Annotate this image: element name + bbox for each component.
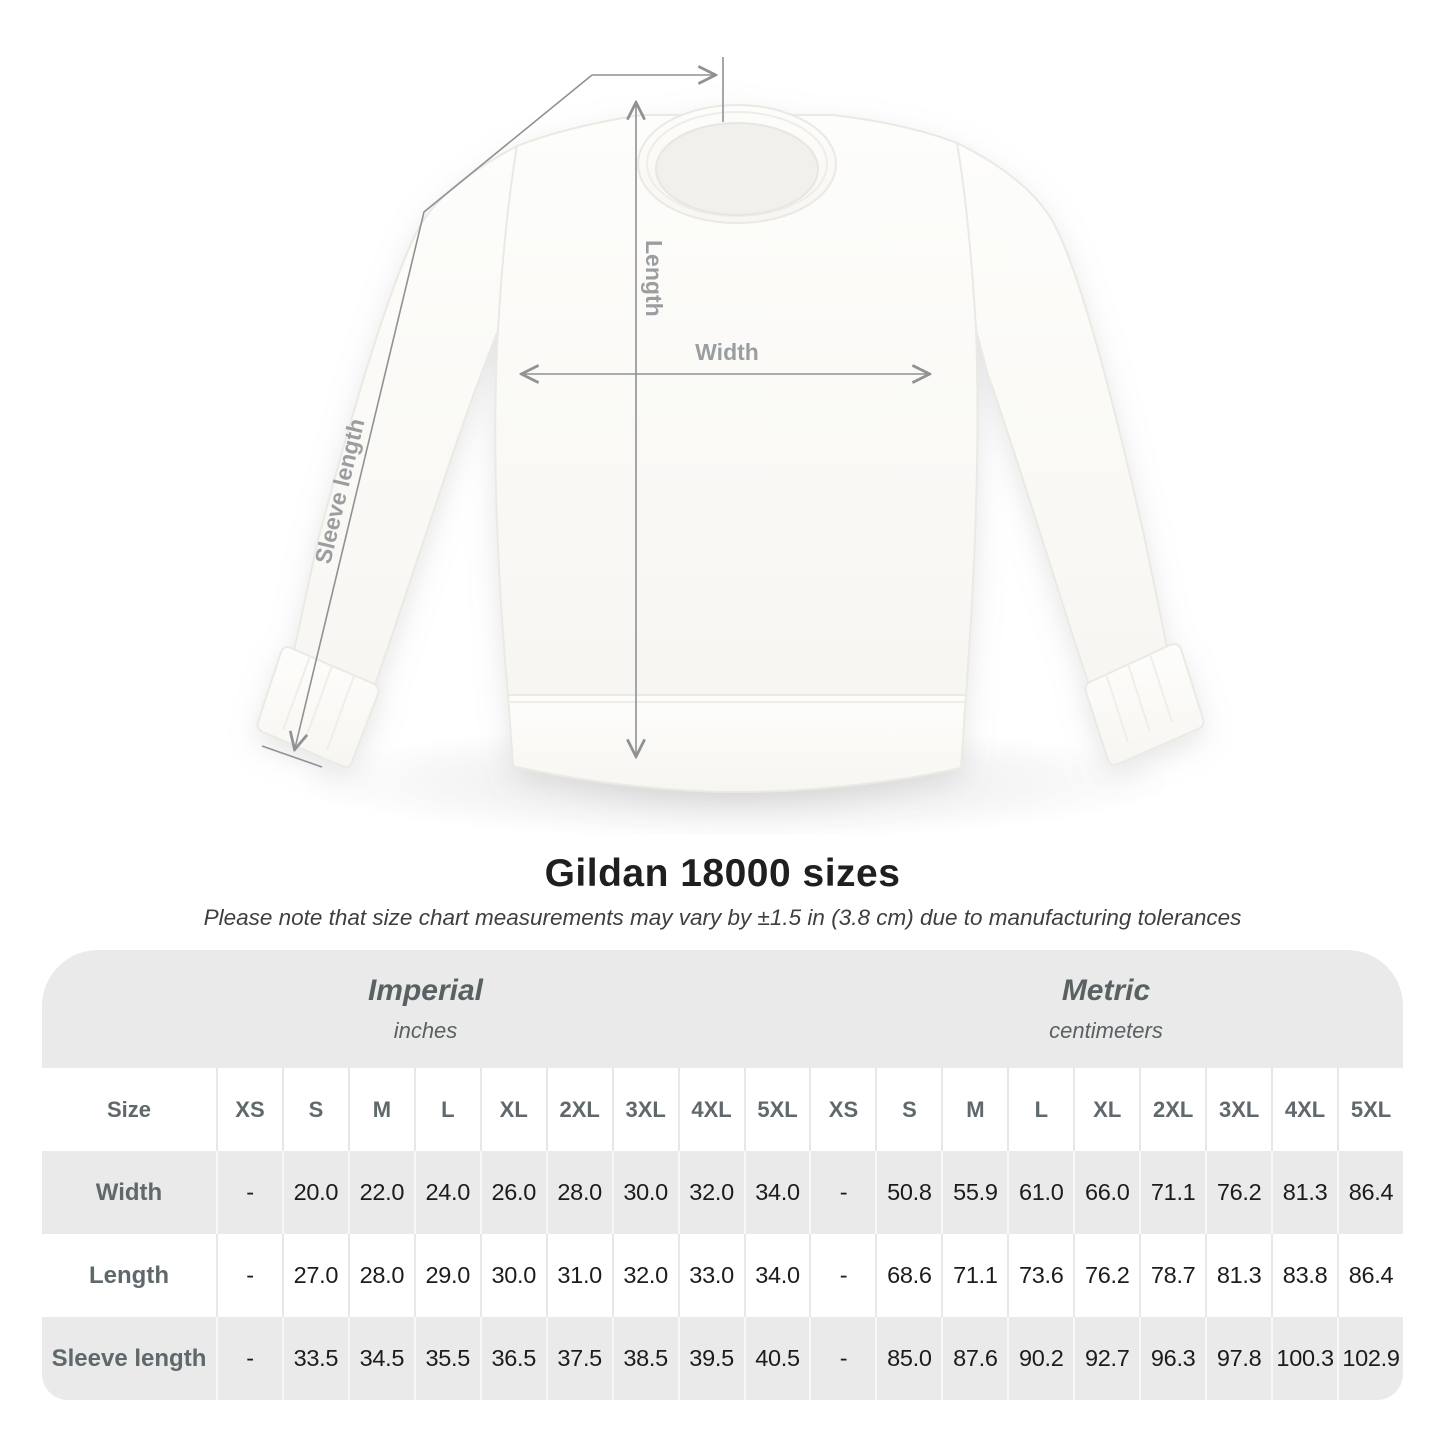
right-sleeve xyxy=(957,143,1168,688)
size-col-header-imperial-3xl: 3XL xyxy=(612,1068,678,1151)
measurement-cell: 24.0 xyxy=(414,1151,480,1234)
measurement-cell: 90.2 xyxy=(1007,1317,1073,1400)
measurement-cell: 78.7 xyxy=(1139,1234,1205,1317)
imperial-unit: inches xyxy=(393,1018,458,1043)
measurement-cell: 68.6 xyxy=(875,1234,941,1317)
measurement-cell: 50.8 xyxy=(875,1151,941,1234)
imperial-section-header xyxy=(42,950,809,1068)
measurement-cell: 71.1 xyxy=(941,1234,1007,1317)
measurement-cell: 97.8 xyxy=(1205,1317,1271,1400)
measurement-cell: 102.9 xyxy=(1337,1317,1403,1400)
measurement-cell: 86.4 xyxy=(1337,1151,1403,1234)
metric-section-header xyxy=(809,950,1403,1068)
size-grid xyxy=(42,1068,1403,1400)
imperial-title: Imperial xyxy=(367,974,484,1007)
size-col-header-metric-5xl: 5XL xyxy=(1337,1068,1403,1151)
size-col-header-imperial-4xl: 4XL xyxy=(678,1068,744,1151)
measurement-cell: - xyxy=(216,1151,282,1234)
sweatshirt xyxy=(258,105,1204,792)
size-col-header-imperial-xs: XS xyxy=(216,1068,282,1151)
measurement-cell: 34.5 xyxy=(348,1317,414,1400)
measurement-cell: 73.6 xyxy=(1007,1234,1073,1317)
measurement-cell: 85.0 xyxy=(875,1317,941,1400)
measurement-cell: 29.0 xyxy=(414,1234,480,1317)
measurement-cell: - xyxy=(216,1234,282,1317)
length-label: Length xyxy=(641,240,667,317)
measurement-cell: 22.0 xyxy=(348,1151,414,1234)
measurement-cell: 83.8 xyxy=(1271,1234,1337,1317)
measurement-cell: 61.0 xyxy=(1007,1151,1073,1234)
measurement-cell: 87.6 xyxy=(941,1317,1007,1400)
measurement-cell: 55.9 xyxy=(941,1151,1007,1234)
measurement-cell: 34.0 xyxy=(744,1234,810,1317)
unit-band xyxy=(42,950,1403,1068)
measurement-cell: 34.0 xyxy=(744,1151,810,1234)
measurement-cell: 33.5 xyxy=(282,1317,348,1400)
measurement-cell: 96.3 xyxy=(1139,1317,1205,1400)
size-col-header-imperial-2xl: 2XL xyxy=(546,1068,612,1151)
row-label: Length xyxy=(42,1234,216,1317)
measurement-cell: 40.5 xyxy=(744,1317,810,1400)
measurement-cell: 30.0 xyxy=(612,1151,678,1234)
left-sleeve xyxy=(293,146,517,693)
measurement-cell: 71.1 xyxy=(1139,1151,1205,1234)
measurement-cell: 76.2 xyxy=(1205,1151,1271,1234)
size-col-header-metric-2xl: 2XL xyxy=(1139,1068,1205,1151)
measurement-cell: 81.3 xyxy=(1205,1234,1271,1317)
measurement-cell: - xyxy=(216,1317,282,1400)
measurement-cell: - xyxy=(809,1234,875,1317)
sleeve-length-label: Sleeve length xyxy=(309,415,370,567)
measurement-cell: 92.7 xyxy=(1073,1317,1139,1400)
measurement-cell: 81.3 xyxy=(1271,1151,1337,1234)
size-col-header-imperial-m: M xyxy=(348,1068,414,1151)
size-col-header-imperial-l: L xyxy=(414,1068,480,1151)
measurement-cell: 38.5 xyxy=(612,1317,678,1400)
measurement-cell: 100.3 xyxy=(1271,1317,1337,1400)
measurement-cell: 32.0 xyxy=(612,1234,678,1317)
tolerance-note: Please note that size chart measurements may vary by ±1.5 in (3.8 cm) due to manufacturing tolerances xyxy=(203,905,1242,930)
measurement-cell: 35.5 xyxy=(414,1317,480,1400)
measurement-cell: 39.5 xyxy=(678,1317,744,1400)
collar-opening xyxy=(656,123,818,215)
row-label: Sleeve length xyxy=(42,1317,216,1400)
size-col-header-metric-l: L xyxy=(1007,1068,1073,1151)
size-col-header-imperial-xl: XL xyxy=(480,1068,546,1151)
size-col-header-metric-s: S xyxy=(875,1068,941,1151)
measurement-cell: - xyxy=(809,1317,875,1400)
measurement-cell: 27.0 xyxy=(282,1234,348,1317)
measurement-cell: 86.4 xyxy=(1337,1234,1403,1317)
metric-title: Metric xyxy=(1061,974,1151,1007)
measurement-cell: 31.0 xyxy=(546,1234,612,1317)
measurement-cell: 66.0 xyxy=(1073,1151,1139,1234)
size-col-header-metric-xs: XS xyxy=(809,1068,875,1151)
measurement-cell: 28.0 xyxy=(348,1234,414,1317)
measurement-cell: 26.0 xyxy=(480,1151,546,1234)
measurement-cell: 30.0 xyxy=(480,1234,546,1317)
measurement-cell: 33.0 xyxy=(678,1234,744,1317)
page-title: Gildan 18000 sizes xyxy=(544,852,901,895)
measurement-cell: - xyxy=(809,1151,875,1234)
measurement-cell: 76.2 xyxy=(1073,1234,1139,1317)
size-col-header-imperial-5xl: 5XL xyxy=(744,1068,810,1151)
width-label: Width xyxy=(695,339,759,365)
hem-band xyxy=(508,695,966,792)
measurement-cell: 37.5 xyxy=(546,1317,612,1400)
measurement-cell: 20.0 xyxy=(282,1151,348,1234)
measurement-cell: 32.0 xyxy=(678,1151,744,1234)
measurement-cell: 28.0 xyxy=(546,1151,612,1234)
size-header-cell: Size xyxy=(42,1068,216,1151)
size-col-header-imperial-s: S xyxy=(282,1068,348,1151)
measurement-cell: 36.5 xyxy=(480,1317,546,1400)
size-col-header-metric-3xl: 3XL xyxy=(1205,1068,1271,1151)
size-table xyxy=(42,950,1403,1400)
size-col-header-metric-m: M xyxy=(941,1068,1007,1151)
row-label: Width xyxy=(42,1151,216,1234)
size-col-header-metric-xl: XL xyxy=(1073,1068,1139,1151)
size-col-header-metric-4xl: 4XL xyxy=(1271,1068,1337,1151)
metric-unit: centimeters xyxy=(1049,1018,1163,1043)
